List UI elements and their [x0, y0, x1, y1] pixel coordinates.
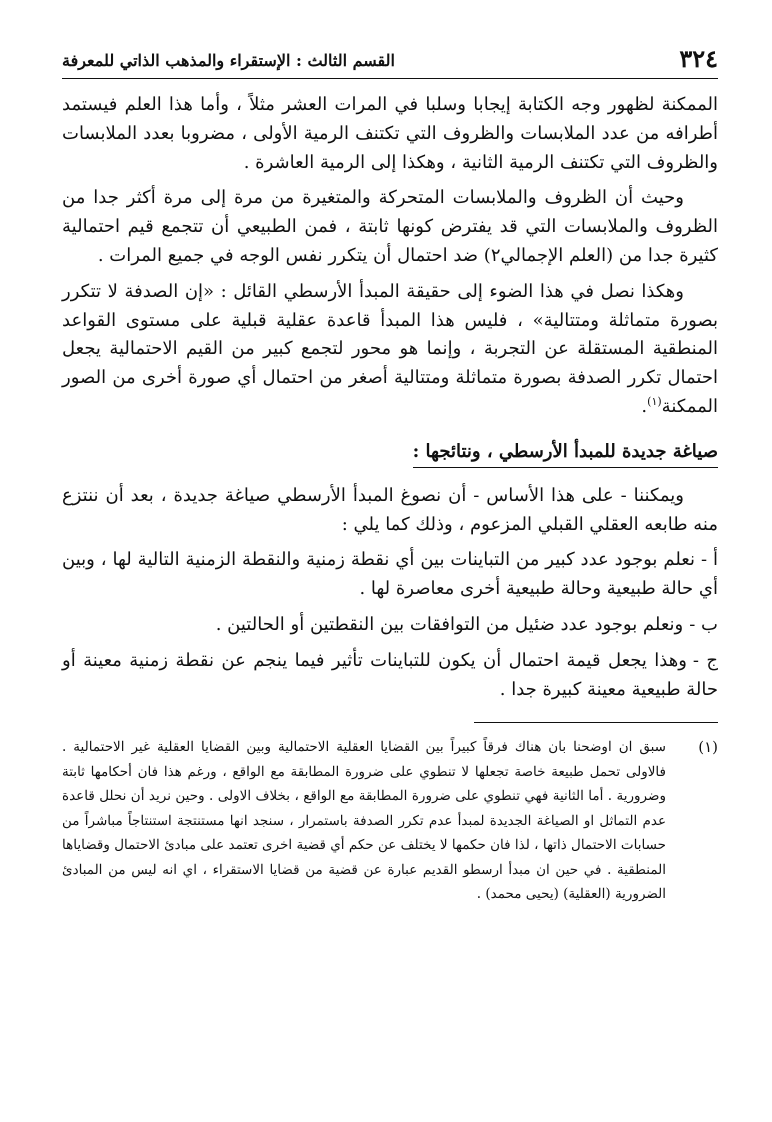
- list-marker: ب -: [689, 613, 718, 635]
- list-item-text: ونعلم بوجود عدد ضئيل من التوافقات بين النقطتين أو الحالتين .: [215, 613, 684, 635]
- book-page: [62, 44, 718, 907]
- body-text: [62, 91, 718, 704]
- list-marker: ج -: [692, 649, 718, 671]
- running-header: [62, 44, 718, 79]
- page-number: ٣٢٤: [679, 44, 718, 73]
- section-intro: ويمكننا - على هذا الأساس - أن نصوغ المبدأ الأرسطي صياغة جديدة ، بعد أن ننتزع منه طابعه العقلي القبلي المزعوم ، وذلك كما يلي :: [62, 484, 718, 535]
- footnote-text: سبق ان اوضحنا بان هناك فرقاً كبيراً بين القضايا العقلية الاحتمالية وبين القضايا العقلية غير الاحتمالية . فالاولى تحمل طبيعة خاصة تجعلها لا تنطوي على ضرورة المطابقة مع الواقع ، ورغم هذا فان أحكامها ثابتة وضرورية . أما الثانية فهي تنطوي على ضرورة المطابقة مع الواقع ، بخلاف الاولى . وحين نريد أن نحلل قاعدة عدم التماثل او الصياغة الجديدة لمبدأ عدم تكرر الصدفة باستمرار ، سنجد انها مستنتجة استنتاجاً مباشراً من حسابات الاحتمال ذاتها ، لذا فان حكمها لا يختلف عن حكم أي قضية اخرى تعتمد على مبادئ الاحتمال وقضاياها المنطقية . في حين ان مبدأ ارسطو القديم عبارة عن قضية من قضايا الاستقراء ، اي انه ليس من المبادئ الضرورية (العقلية) (يحيى محمد) .: [62, 739, 666, 903]
- footnote-number: (١): [698, 738, 718, 757]
- paragraph-3: [62, 278, 718, 422]
- list-item-text: وهذا يجعل قيمة احتمال أن يكون للتباينات تأثير فيما ينجم عن نقطة زمنية معينة أو حالة طبيعية معينة كبيرة جدا .: [62, 649, 718, 700]
- list-marker: أ -: [700, 549, 718, 571]
- paragraph-2: وحيث أن الظروف والملابسات المتحركة والمتغيرة من مرة إلى مرة أكثر جدا من الظروف والملابسات التي قد يفترض كونها ثابتة ، فمن الطبيعي أن تتجمع قيم احتمالية كثيرة جدا من (العلم الإجمالي٢) ضد احتمال أن يتكرر نفس الوجه في جميع المرات .: [62, 187, 718, 266]
- paragraph-3-text: وهكذا نصل في هذا الضوء إلى حقيقة المبدأ الأرسطي القائل : «إن الصدفة لا تتكرر بصورة متماثلة ومتتالية» ، فليس هذا المبدأ قاعدة عقلية قبلية على مستوى القواعد المنطقية المستقلة عن التجربة ، وإنما هو محور لتجمع كبير من القيم الاحتمالية يجعل احتمال تكرر الصدفة بصورة متماثلة ومتتالية أصغر من احتمال أي صورة أخرى من الصور الممكنة: [62, 280, 718, 417]
- list-item-text: نعلم بوجود عدد كبير من التباينات بين أي نقطة زمنية والنقطة الزمنية التالية لها ، وبين أي حالة طبيعية وحالة طبيعية أخرى معاصرة لها .: [62, 549, 718, 600]
- footnote: [62, 735, 718, 907]
- paragraph-3-end: .: [641, 395, 648, 417]
- section-heading: صياغة جديدة للمبدأ الأرسطي ، ونتائجها :: [413, 439, 718, 468]
- list-item-alef: [62, 546, 718, 604]
- section-heading-wrapper: [62, 429, 718, 482]
- paragraph-1: الممكنة لظهور وجه الكتابة إيجابا وسلبا في المرات العشر مثلاً ، وأما هذا العلم فيستمد أطرافه من عدد الملابسات والظروف التي تكتنف الرمية الأولى ، مضروبا بعدد الملابسات والظروف التي تكتنف الرمية الثانية ، وهكذا إلى الرمية العاشرة .: [62, 94, 718, 173]
- list-item-ba: [62, 611, 718, 640]
- running-title: القسم الثالث : الإستقراء والمذهب الذاتي للمعرفة: [62, 51, 395, 70]
- footnote-separator: [474, 722, 718, 723]
- footnote-reference: (١): [647, 394, 662, 408]
- list-item-jim: [62, 647, 718, 705]
